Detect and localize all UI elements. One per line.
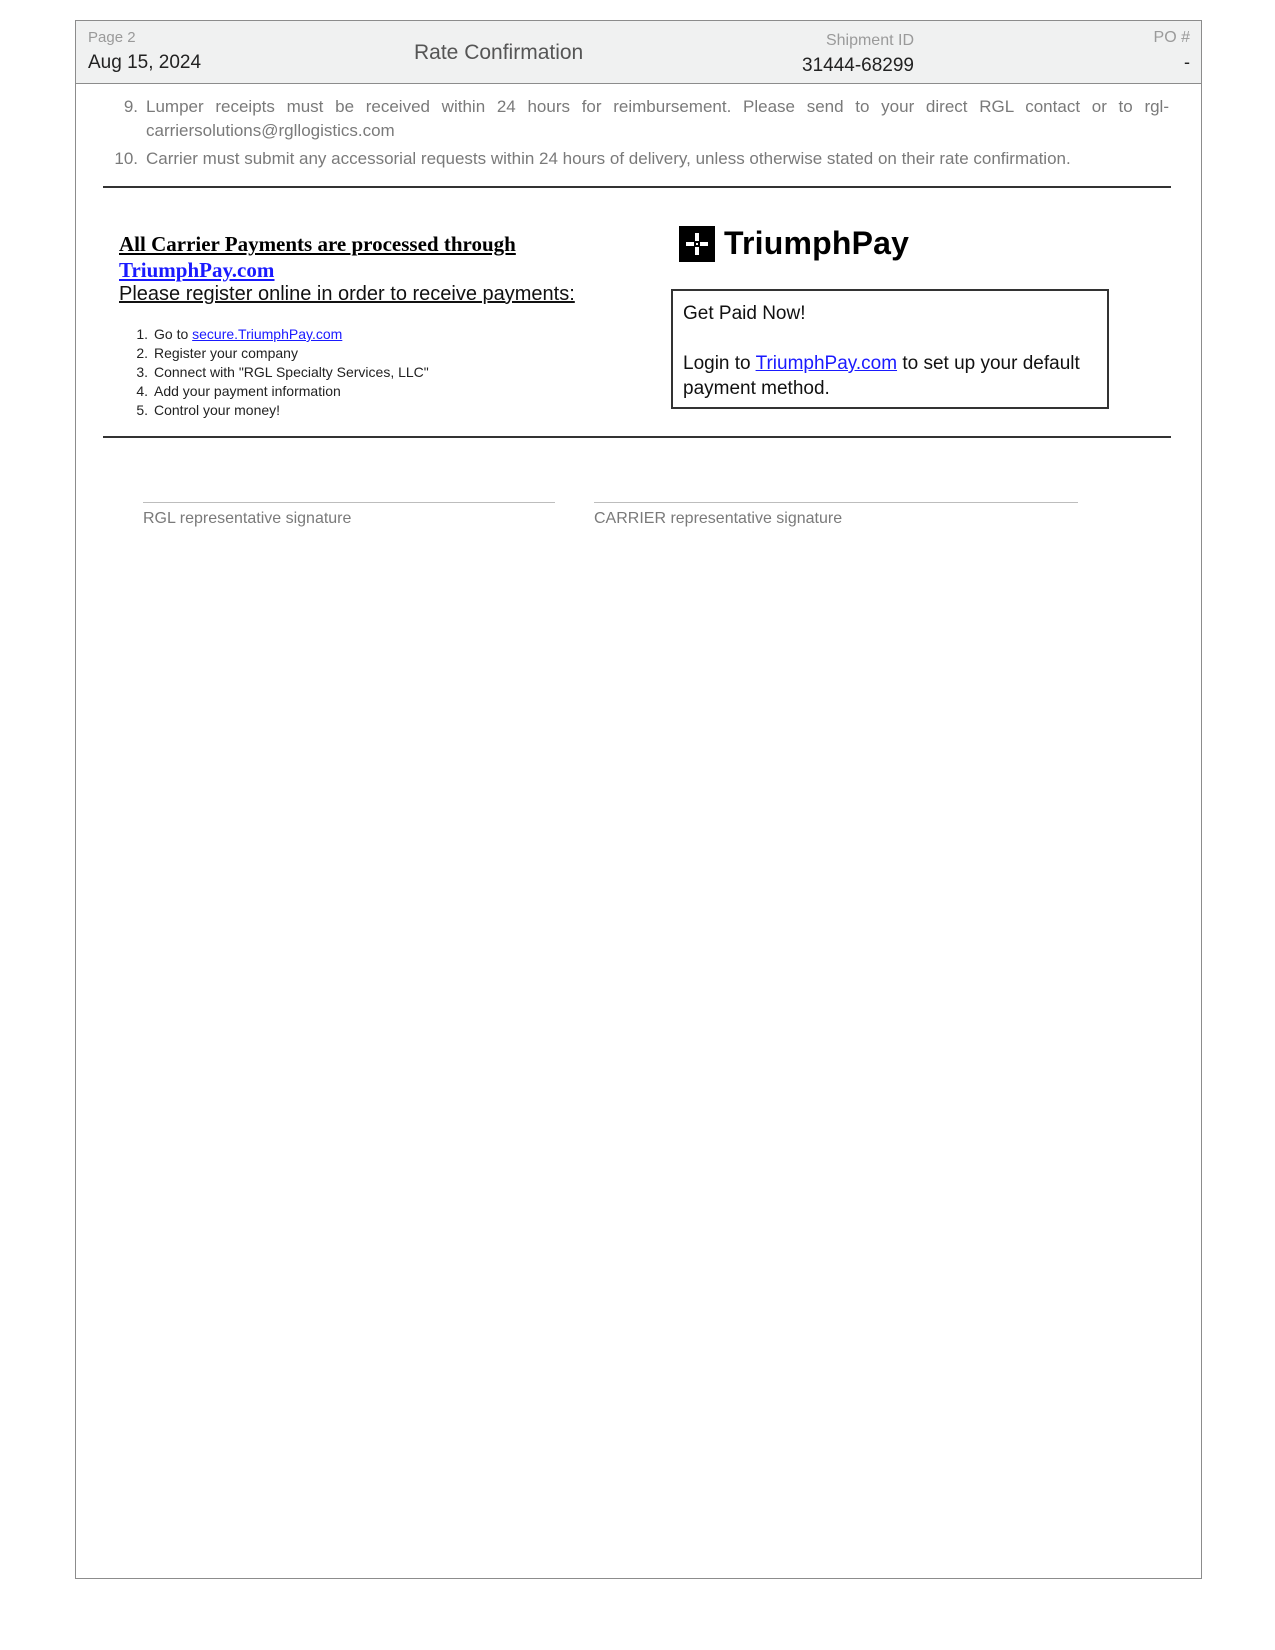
step-number: 4. xyxy=(136,383,148,399)
callout-prefix: Login to xyxy=(683,353,756,374)
terms-list xyxy=(106,95,1169,175)
step-item xyxy=(131,363,429,382)
po-number-value: - xyxy=(1184,52,1190,72)
step-text: Connect with "RGL Specialty Services, LLC" xyxy=(154,364,429,380)
term-item xyxy=(106,147,1169,171)
registration-steps xyxy=(131,325,429,420)
step-text: Control your money! xyxy=(154,402,281,418)
payments-heading xyxy=(119,231,589,283)
callout-suffix: to set up your default payment method. xyxy=(683,353,1080,399)
step-text: Go to xyxy=(154,326,193,342)
step-text: Add your payment information xyxy=(154,383,341,399)
step-number: 5. xyxy=(136,402,148,418)
term-item xyxy=(106,95,1169,143)
section-divider xyxy=(103,186,1171,188)
term-text: Carrier must submit any accessorial requests within 24 hours of delivery, unless otherwise stated on their rate confirmation. xyxy=(146,149,1071,168)
step-item xyxy=(131,401,429,420)
triumphpay-heading-link[interactable]: TriumphPay.com xyxy=(119,258,275,282)
page-header xyxy=(76,21,1201,84)
page-number: Page 2 xyxy=(88,29,136,46)
term-text: Lumper receipts must be received within 24 hours for reimbursement. Please send to your direct RGL contact or to rgl-carriersolutions@rgllogistics.com xyxy=(146,97,1169,140)
carrier-signature-line[interactable] xyxy=(594,502,1078,503)
step-number: 3. xyxy=(136,364,148,380)
carrier-signature-label: CARRIER representative signature xyxy=(594,510,843,527)
shipment-id-value: 31444-68299 xyxy=(802,55,914,76)
shipment-id-label: Shipment ID xyxy=(825,32,914,49)
step-number: 1. xyxy=(136,326,148,342)
rgl-signature-label: RGL representative signature xyxy=(143,510,352,527)
callout-body xyxy=(683,351,1097,401)
step-number: 2. xyxy=(136,345,148,361)
triumphpay-logo-icon xyxy=(679,226,715,262)
section-divider xyxy=(103,436,1171,438)
get-paid-callout xyxy=(671,289,1109,409)
callout-title: Get Paid Now! xyxy=(683,303,806,324)
step-item xyxy=(131,325,429,344)
step-text: Register your company xyxy=(154,345,298,361)
secure-triumphpay-link[interactable]: secure.TriumphPay.com xyxy=(192,326,343,342)
triumphpay-logo-text: TriumphPay xyxy=(724,225,910,261)
rgl-signature-line[interactable] xyxy=(143,502,555,503)
triumphpay-logo xyxy=(679,225,909,262)
payments-heading-text: All Carrier Payments are processed through xyxy=(119,232,516,256)
document-page xyxy=(75,20,1202,1579)
term-number: 9. xyxy=(123,97,138,116)
step-item xyxy=(131,382,429,401)
payments-subheading: Please register online in order to receive payments: xyxy=(119,283,575,305)
term-number: 10. xyxy=(114,149,138,168)
document-title: Rate Confirmation xyxy=(414,41,584,64)
triumphpay-login-link[interactable]: TriumphPay.com xyxy=(755,353,898,374)
document-date: Aug 15, 2024 xyxy=(88,52,202,73)
po-number-label: PO # xyxy=(1153,29,1190,46)
step-item xyxy=(131,344,429,363)
